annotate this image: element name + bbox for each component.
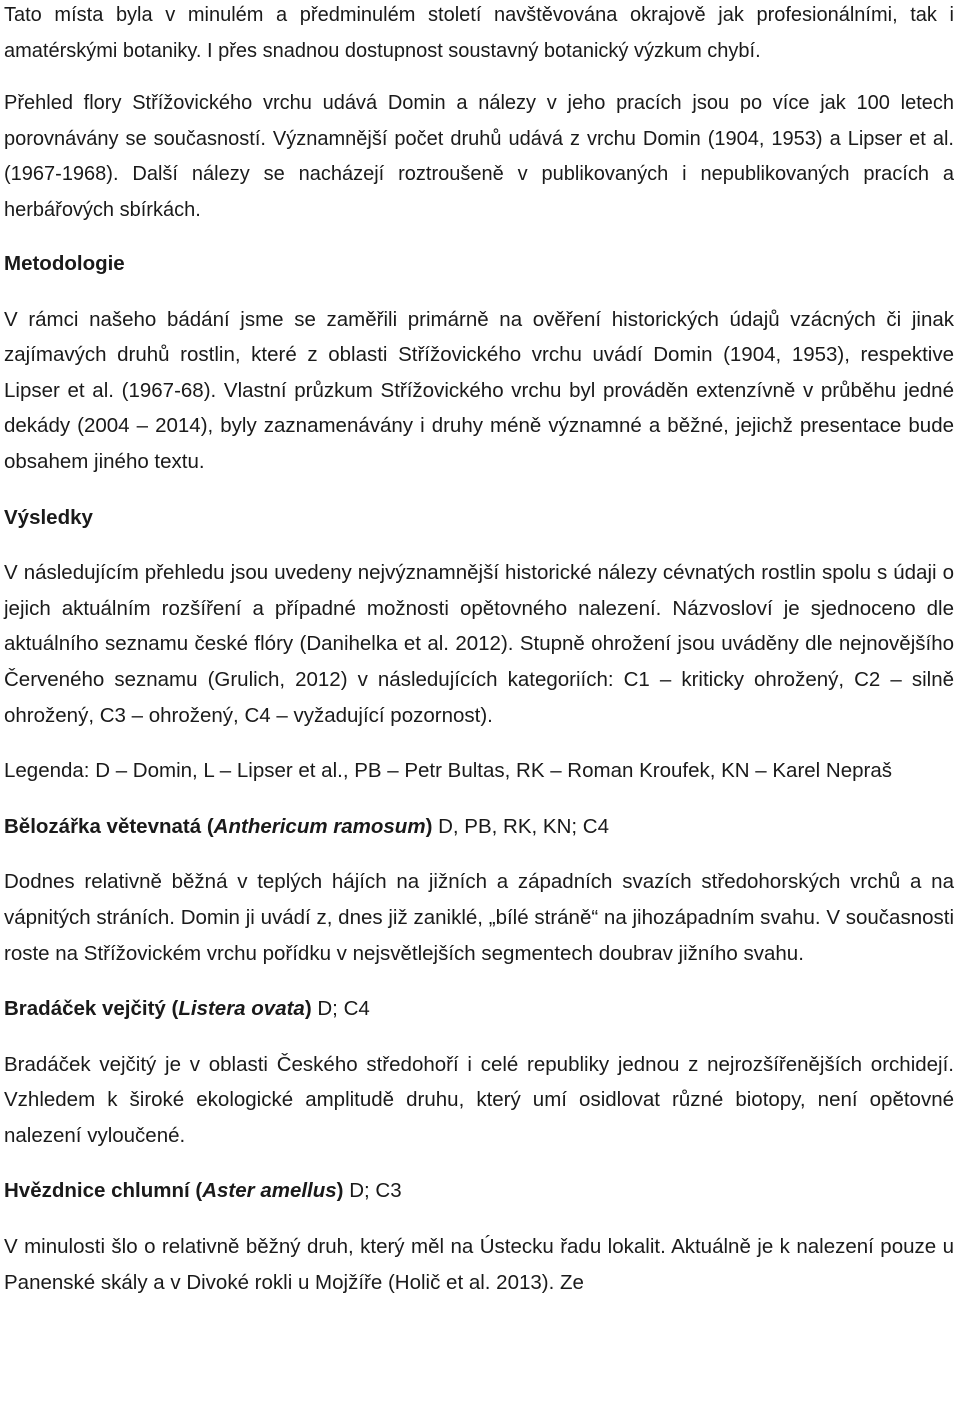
- methodology-heading: Metodologie: [4, 252, 125, 275]
- species-text-3: V minulosti šlo o relativně běžný druh, který měl na Ústecku řadu lokalit. Aktuálně je k nalezení pouze u Panenské skály a v Divoké rokli u Mojžíře (Holič et al. 2013). Ze: [4, 1235, 954, 1294]
- species-sources: D, PB, RK, KN; C4: [438, 814, 609, 838]
- methodology-paragraph: V rámci našeho bádání jsme se zaměřili primárně na ověření historických údajů vzácných či jinak zajímavých druhů rostlin, které z oblasti Střížovického vrchu uvádí Domin (1904, 1953), respektive Lipser et al. (1967-68). Vlastní průzkum Střížovického vrchu byl prováděn extenzívně v průběhu jedné dekády (2004 – 2014), byly zaznamenávány i druhy méně významné a běžné, jejichž presentace bude obsahem jiného textu.: [4, 307, 954, 473]
- species-text-1: Dodnes relativně běžná v teplých hájích na jižních a západních svazích středohorských vrchů a na vápnitých stráních. Domin ji uvádí z, dnes již zaniklé, „bílé stráně“ na jihozápadním svahu. V současnosti roste na Střížovickém vrchu pořídku v nejsvětlejších segmentech doubrav jižního svahu.: [4, 870, 954, 965]
- species-name-latin: Listera ovata: [178, 997, 305, 1021]
- species-heading-3: Hvězdnice chlumní (Aster amellus) D; C3: [4, 1179, 402, 1203]
- main-content: [0, 228, 960, 1300]
- legend-paragraph: Legenda: D – Domin, L – Lipser et al., PB – Petr Bultas, RK – Roman Kroufek, KN – Karel Nepraš: [4, 759, 893, 783]
- species-name-latin: Anthericum ramosum: [213, 814, 426, 838]
- species-sources: D; C3: [349, 1179, 402, 1203]
- results-heading: Výsledky: [4, 505, 93, 529]
- species-heading-2: Bradáček vejčitý (Listera ovata) D; C4: [4, 997, 370, 1021]
- species-text-2: Bradáček vejčitý je v oblasti Českého středohoří i celé republiky jednou z nejrozšířenějších orchidejí. Vzhledem k široké ekologické amplitudě druhu, který umí osidlovat různé biotopy, není opětovné nalezení vyloučené.: [4, 1052, 954, 1147]
- species-name-cz: Bělozářka větevnatá: [4, 814, 202, 838]
- species-name-latin: Aster amellus: [202, 1179, 337, 1203]
- intro-paragraph-1: Tato místa byla v minulém a předminulém století navštěvována okrajově jak profesionálními, tak i amatérskými botaniky. I přes snadnou dostupnost soustavný botanický výzkum chybí.: [4, 4, 954, 62]
- species-sources: D; C4: [317, 997, 370, 1021]
- intro-section: [0, 0, 960, 228]
- species-heading-1: Bělozářka větevnatá (Anthericum ramosum) D, PB, RK, KN; C4: [4, 814, 609, 838]
- species-name-cz: Bradáček vejčitý: [4, 997, 166, 1021]
- intro-paragraph-2: Přehled flory Střížovického vrchu udává Domin a nálezy v jeho pracích jsou po více jak 100 letech porovnávány se současností. Významnější počet druhů udává z vrchu Domin (1904, 1953) a Lipser et al. (1967-1968). Další nálezy se nacházejí roztroušeně v publikovaných i nepublikovaných pracích a herbářových sbírkách.: [4, 92, 954, 221]
- species-name-cz: Hvězdnice chlumní: [4, 1179, 190, 1203]
- results-paragraph: V následujícím přehledu jsou uvedeny nejvýznamnější historické nálezy cévnatých rostlin spolu s údaji o jejich aktuálním rozšíření a případné možnosti opětovného nalezení. Názvosloví je sjednoceno dle aktuálního seznamu české flóry (Danihelka et al. 2012). Stupně ohrožení jsou uváděny dle nejnovějšího Červeného seznamu (Grulich, 2012) v následujících kategoriích: C1 – kriticky ohrožený, C2 – silně ohrožený, C3 – ohrožený, C4 – vyžadující pozornost).: [4, 561, 954, 727]
